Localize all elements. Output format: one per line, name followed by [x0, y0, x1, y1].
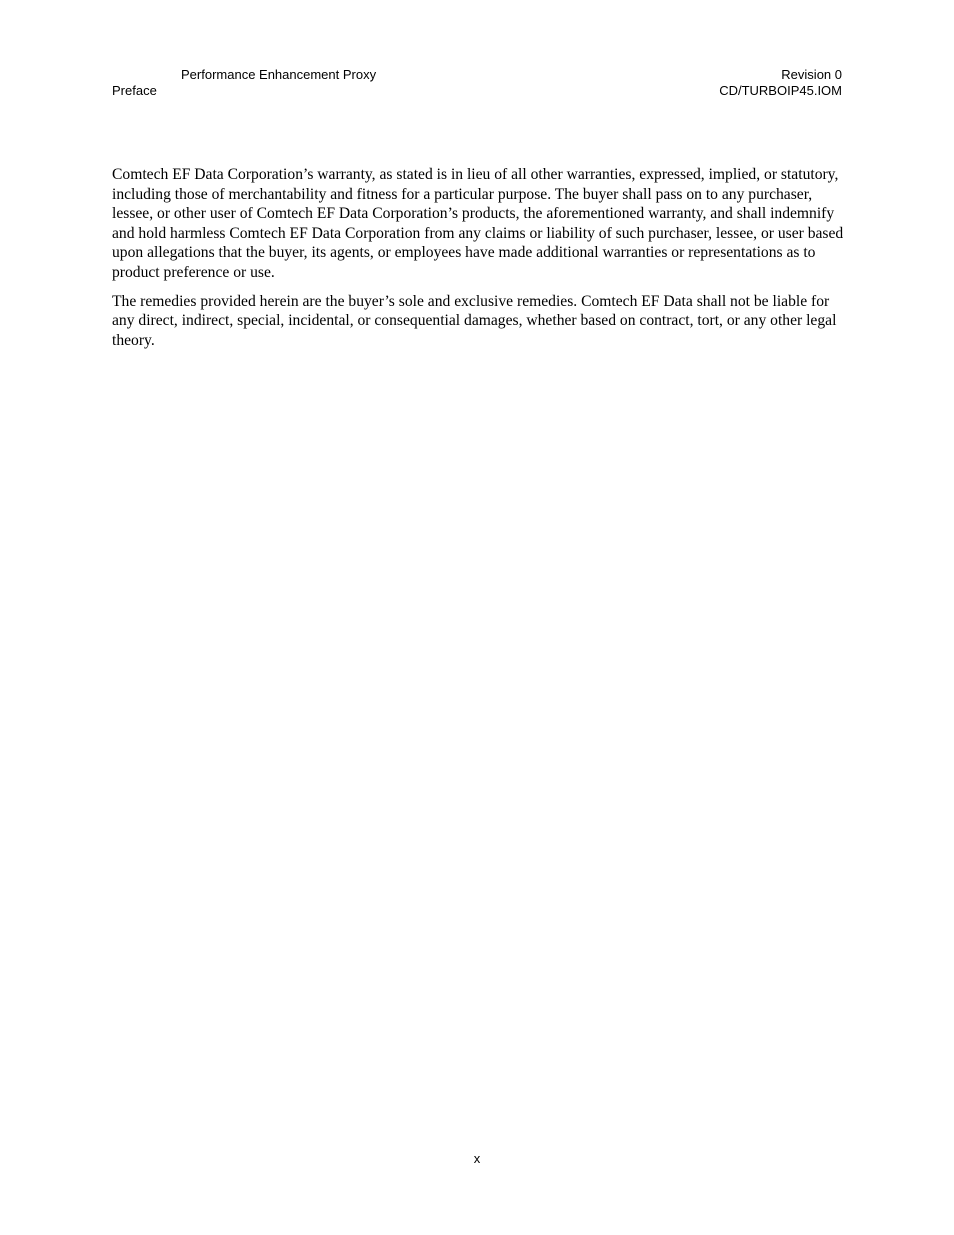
- revision-label: Revision 0: [781, 67, 842, 82]
- document-number: CD/TURBOIP45.IOM: [719, 83, 842, 98]
- page-header: [112, 67, 842, 103]
- page-number: x: [473, 1151, 481, 1166]
- remedies-paragraph: The remedies provided herein are the buyer’s sole and exclusive remedies. Comtech EF Data shall not be liable for any direct, indirect, special, incidental, or consequential damages, whether based on contract, tort, or any other legal theory.: [112, 292, 837, 349]
- section-name: Preface: [112, 83, 157, 98]
- body-text: [112, 165, 847, 359]
- header-left: [112, 67, 376, 99]
- header-right: [719, 67, 842, 99]
- warranty-paragraph: Comtech EF Data Corporation’s warranty, as stated is in lieu of all other warranties, expressed, implied, or statutory, including those of merchantability and fitness for a particular purpose. The buyer shall pass on to any purchaser, lessee, or other user of Comtech EF Data Corporation’s products, the aforementioned warranty, and shall indemnify and hold harmless Comtech EF Data Corporation from any claims or liability of such purchaser, lessee, or user based upon allegations that the buyer, its agents, or employees have made additional warranties or representations as to product preference or use.: [112, 166, 844, 281]
- document-title: Performance Enhancement Proxy: [181, 67, 377, 82]
